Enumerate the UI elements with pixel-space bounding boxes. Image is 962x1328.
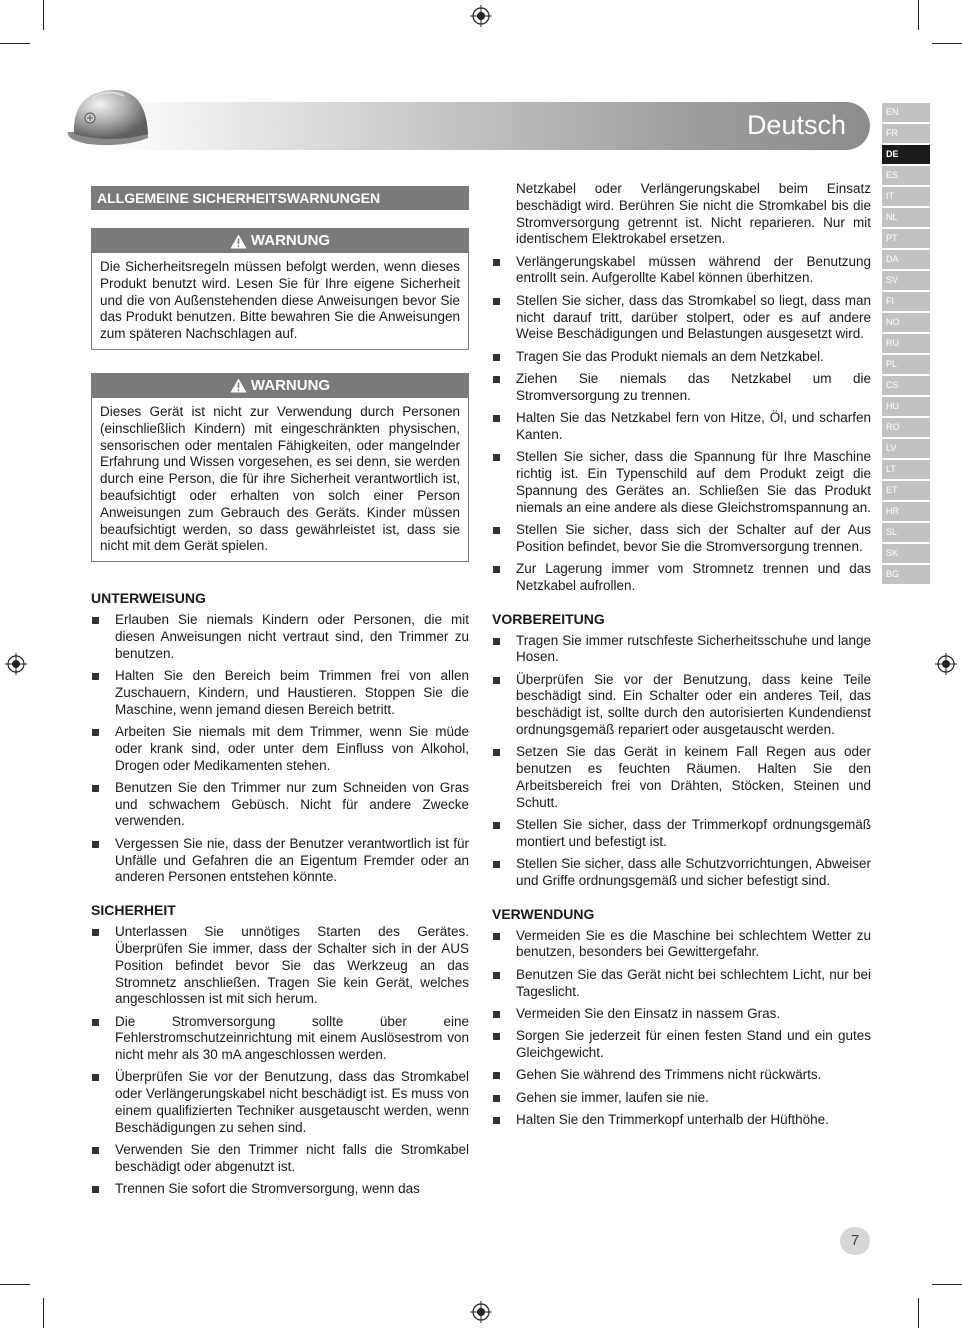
list-item: Halten Sie den Trimmerkopf unterhalb der Hüfthöhe. xyxy=(492,1112,871,1129)
language-tab-ru[interactable]: RU xyxy=(882,334,930,353)
registration-mark-icon xyxy=(470,5,492,27)
language-tab-es[interactable]: ES xyxy=(882,166,930,185)
warning-box xyxy=(91,373,469,562)
sicherheit-heading: SICHERHEIT xyxy=(91,902,176,919)
language-tab-pt[interactable]: PT xyxy=(882,229,930,248)
list-item: Halten Sie das Netzkabel fern von Hitze, Öl, und scharfen Kanten. xyxy=(492,410,871,444)
language-tab-pl[interactable]: PL xyxy=(882,355,930,374)
page-number: 7 xyxy=(840,1227,870,1255)
language-tab-de[interactable]: DE xyxy=(882,145,930,164)
list-item: Stellen Sie sicher, dass die Spannung für Ihre Maschine richtig ist. Ein Typenschild auf dem Produkt zeigt die Spannung des Gerätes an. Schließen Sie das Produkt niemals an eine andere als diese Gleichstromspannung an. xyxy=(492,449,871,516)
list-item: Trennen Sie sofort die Stromversorgung, wenn das xyxy=(91,1181,469,1198)
language-tabs xyxy=(882,103,930,586)
language-tab-en[interactable]: EN xyxy=(882,103,930,122)
language-tab-ro[interactable]: RO xyxy=(882,418,930,437)
list-item: Sorgen Sie jederzeit für einen festen Stand und ein gutes Gleichgewicht. xyxy=(492,1028,871,1062)
language-tab-cs[interactable]: CS xyxy=(882,376,930,395)
list-item: Verwenden Sie den Trimmer nicht falls die Stromkabel beschädigt oder abgenutzt ist. xyxy=(91,1142,469,1176)
language-tab-bg[interactable]: BG xyxy=(882,565,930,584)
warning-text: Dieses Gerät ist nicht zur Verwendung durch Personen (einschließlich Kindern) mit eingeschränkten physischen, sensorischen oder mentalen Fähigkeiten, oder mangelnder Erfahrung und Wissen vorgesehen, es sei denn, sie werden durch eine Person, die für ihre Sicherheit verantwortlich ist, beaufsichtigt oder erhalten von solch einer Person Anweisungen zum Gebrauch des Geräts. Kinder müssen beaufsichtigt werden, so dass gewährleistet ist, dass sie nicht mit dem Gerät spielen. xyxy=(100,403,460,554)
list-item: Unterlassen Sie unnötiges Starten des Gerätes. Überprüfen Sie immer, dass der Schalter sich in der AUS Position befindet bevor Sie das Werkzeug an das Stromnetz anschließen. Tragen Sie kein Gerät, welches angeschlossen ist mit sich herum. xyxy=(91,924,469,1008)
list-item: Stellen Sie sicher, dass der Trimmerkopf ordnungsgemäß montiert und befestigt ist. xyxy=(492,817,871,851)
warning-triangle-icon xyxy=(230,378,247,393)
list-item: Vergessen Sie nie, dass der Benutzer verantwortlich ist für Unfälle und Gefahren die an Eigentum Fremder oder an anderen Personen entstehen könnte. xyxy=(91,836,469,886)
language-tab-da[interactable]: DA xyxy=(882,250,930,269)
warning-label: WARNUNG xyxy=(250,232,331,249)
warning-box xyxy=(91,228,469,350)
vorbereitung-list xyxy=(492,633,871,890)
list-item: Halten Sie den Bereich beim Trimmen frei von allen Zuschauern, Kindern, und Haustieren. Stoppen Sie die Maschine, wenn jemand diesen Bereich betritt. xyxy=(91,668,469,718)
language-tab-nl[interactable]: NL xyxy=(882,208,930,227)
list-item: Vermeiden Sie den Einsatz in nassem Gras. xyxy=(492,1006,871,1023)
list-item: Benutzen Sie das Gerät nicht bei schlechtem Licht, nur bei Tageslicht. xyxy=(492,967,871,1001)
list-item: Überprüfen Sie vor der Benutzung, dass keine Teile beschädigt sind. Ein Schalter oder ein anderes Teil, das beschädigt ist, sollte durch den autorisierten Kundendienst ordnungsgemäß repariert oder ausgetauscht werden. xyxy=(492,672,871,739)
helmet-icon xyxy=(62,74,154,154)
list-item: Zur Lagerung immer vom Stromnetz trennen und das Netzkabel aufrollen. xyxy=(492,561,871,595)
page-title: Deutsch xyxy=(746,110,846,140)
language-tab-no[interactable]: NO xyxy=(882,313,930,332)
continued-text: Netzkabel oder Verlängerungskabel beim Einsatz beschädigt wird. Berühren Sie nicht die Stromkabel bis die Stromversorgung getrennt ist. Nicht reparieren. Nur mit identischem Elektrokabel ersetzen. xyxy=(516,181,871,247)
list-item: Erlauben Sie niemals Kindern oder Personen, die mit diesen Anweisungen nicht vertraut sind, den Trimmer zu benutzen. xyxy=(91,612,469,662)
warning-triangle-icon xyxy=(230,234,247,249)
registration-mark-icon xyxy=(470,1301,492,1323)
verwendung-list xyxy=(492,928,871,1129)
unterweisung-list xyxy=(91,612,469,886)
unterweisung-heading: UNTERWEISUNG xyxy=(91,590,206,607)
warning-header xyxy=(92,374,468,398)
warning-header xyxy=(92,229,468,253)
language-tab-fr[interactable]: FR xyxy=(882,124,930,143)
crop-mark xyxy=(0,1284,30,1285)
section-title: ALLGEMEINE SICHERHEITSWARNUNGEN xyxy=(91,186,469,210)
list-item: Setzen Sie das Gerät in keinem Fall Regen aus oder benutzen es feuchten Räumen. Halten Sie den Arbeitsbereich frei von Drähten, Stöcken, Steinen und Schutt. xyxy=(492,744,871,811)
language-tab-lv[interactable]: LV xyxy=(882,439,930,458)
verwendung-heading: VERWENDUNG xyxy=(492,905,595,922)
language-tab-lt[interactable]: LT xyxy=(882,460,930,479)
language-tab-et[interactable]: ET xyxy=(882,481,930,500)
language-tab-hr[interactable]: HR xyxy=(882,502,930,521)
list-item: Gehen sie immer, laufen sie nie. xyxy=(492,1090,871,1107)
safety-list-continued xyxy=(492,254,871,595)
language-tab-it[interactable]: IT xyxy=(882,187,930,206)
list-item: Benutzen Sie den Trimmer nur zum Schneiden von Gras und schwachem Gebüsch. Nicht für andere Zwecke verwenden. xyxy=(91,780,469,830)
right-column xyxy=(492,181,871,1134)
sicherheit-list xyxy=(91,924,469,1198)
crop-mark xyxy=(43,1298,44,1328)
left-column xyxy=(91,186,469,1204)
list-item: Gehen Sie während des Trimmens nicht rückwärts. xyxy=(492,1067,871,1084)
list-item: Die Stromversorgung sollte über eine Fehlerstromschutzeinrichtung mit einem Auslösestrom von nicht mehr als 30 mA angeschlossen werden. xyxy=(91,1014,469,1064)
crop-mark xyxy=(0,43,30,44)
registration-mark-icon xyxy=(5,653,27,675)
crop-mark xyxy=(932,43,962,44)
warning-label: WARNUNG xyxy=(250,376,331,394)
list-item: Tragen Sie immer rutschfeste Sicherheitsschuhe und lange Hosen. xyxy=(492,633,871,667)
crop-mark xyxy=(43,0,44,30)
crop-mark xyxy=(932,1284,962,1285)
list-item: Stellen Sie sicher, dass sich der Schalter auf der Aus Position befindet, bevor Sie die Stromversorgung trennen. xyxy=(492,522,871,556)
list-item: Überprüfen Sie vor der Benutzung, dass das Stromkabel oder Verlängerungskabel nicht beschädigt ist. Es muss von einem qualifizierten Techniker ausgetauscht werden, wenn Beschädigungen zu sehen sind. xyxy=(91,1069,469,1136)
language-tab-sk[interactable]: SK xyxy=(882,544,930,563)
vorbereitung-heading: VORBEREITUNG xyxy=(492,610,605,627)
warning-text: Die Sicherheitsregeln müssen befolgt werden, wenn dieses Produkt benutzt wird. Lesen Sie für Ihre eigene Sicherheit und die von Außenstehenden diese Anweisungen bevor Sie das Produkt benutzen. Bitte bewahren Sie die Anweisungen zum späteren Nachschlagen auf. xyxy=(100,259,460,342)
crop-mark xyxy=(918,1298,919,1328)
list-item: Verlängerungskabel müssen während der Benutzung entrollt sein. Aufgerollte Kabel können überhitzen. xyxy=(492,254,871,288)
language-tab-sl[interactable]: SL xyxy=(882,523,930,542)
list-item: Ziehen Sie niemals das Netzkabel um die Stromversorgung zu trennen. xyxy=(492,371,871,405)
crop-mark xyxy=(918,0,919,30)
registration-mark-icon xyxy=(935,653,957,675)
language-tab-sv[interactable]: SV xyxy=(882,271,930,290)
list-item: Arbeiten Sie niemals mit dem Trimmer, wenn Sie müde oder krank sind, oder unter dem Einfluss von Alkohol, Drogen oder Medikamenten stehen. xyxy=(91,724,469,774)
list-item: Tragen Sie das Produkt niemals an dem Netzkabel. xyxy=(492,349,871,366)
list-item: Stellen Sie sicher, dass alle Schutzvorrichtungen, Abweiser und Griffe ordnungsgemäß und sicher befestigt sind. xyxy=(492,856,871,890)
list-item: Stellen Sie sicher, dass das Stromkabel so liegt, dass man nicht darauf tritt, darüber stolpert, oder es auf andere Weise Beschädigungen und Belastungen ausgesetzt wird. xyxy=(492,293,871,343)
language-tab-fi[interactable]: FI xyxy=(882,292,930,311)
language-tab-hu[interactable]: HU xyxy=(882,397,930,416)
list-item: Vermeiden Sie es die Maschine bei schlechtem Wetter zu benutzen, besonders bei Gewittergefahr. xyxy=(492,928,871,962)
